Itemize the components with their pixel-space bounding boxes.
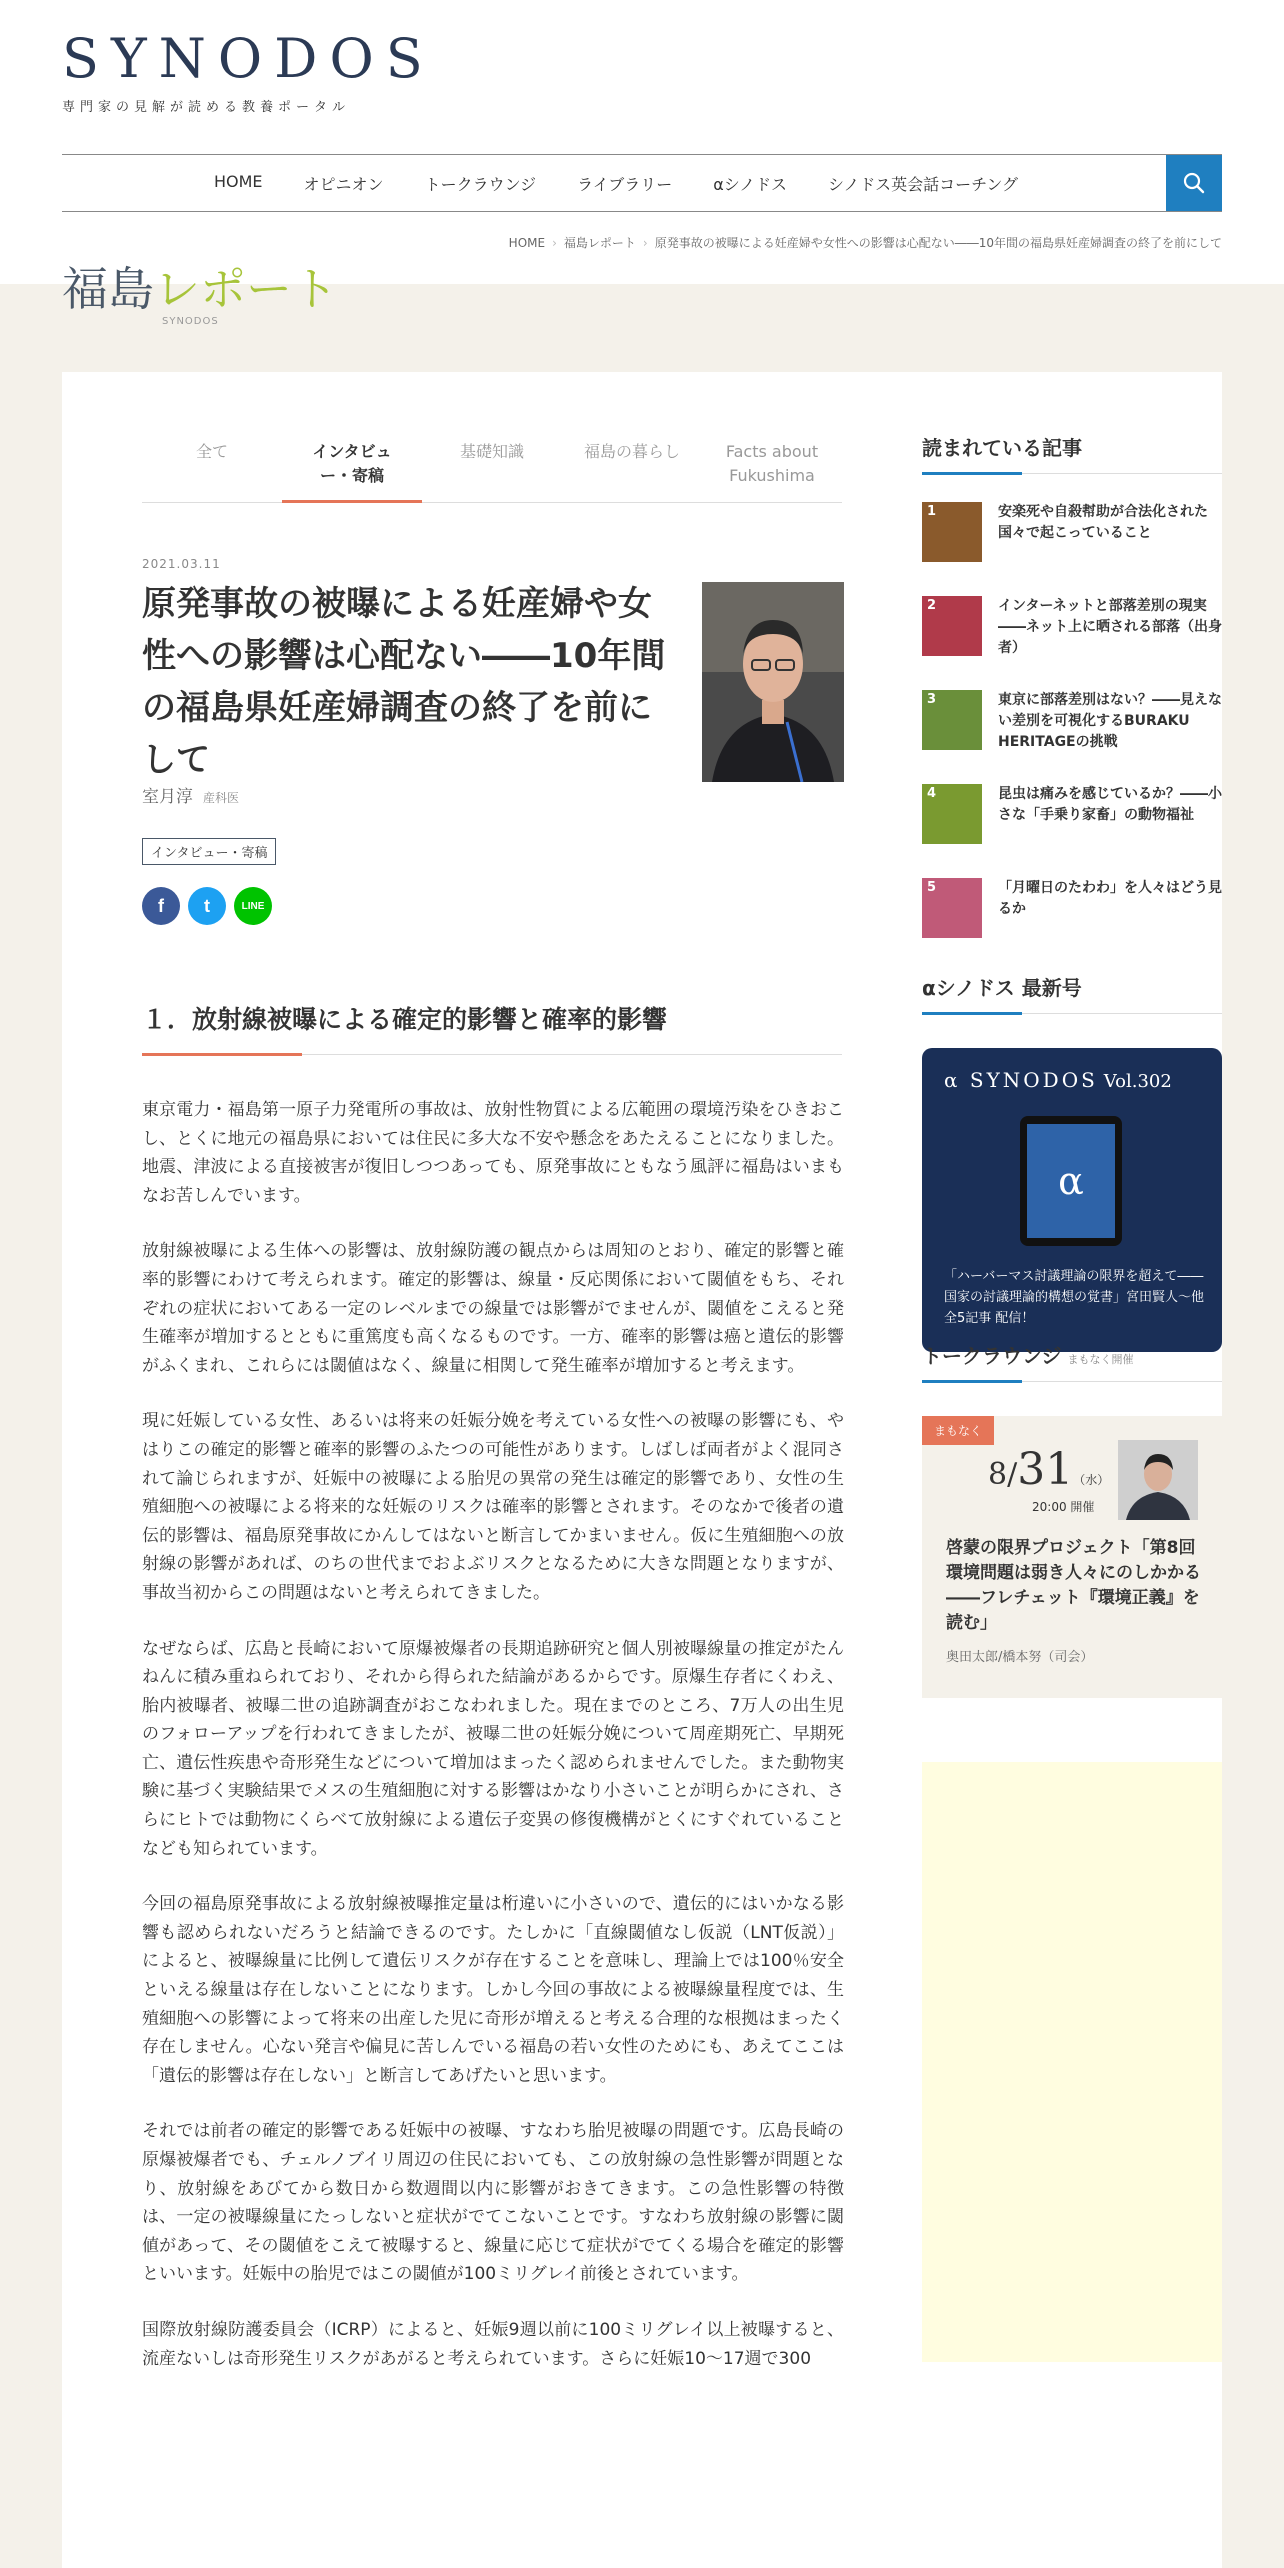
author-line [142,782,239,807]
facebook-icon: f [158,895,164,916]
breadcrumb-separator-icon: › [642,236,648,250]
paragraph: なぜならば、広島と長崎において原爆被爆者の長期追跡研究と個人別被曝線量の推定がたんねんに積み重ねられており、それから得られた結論があるからです。原爆生存者にくわえ、胎内被曝者、被曝二世の追跡調査がおこなわれました。現在までのところ、7万人の出生児のフォローアップを行われてきましたが、被曝二世の妊娠分娩について周産期死亡、早期死亡、遺伝性疾患や奇形発生などについて増加はまったく認められませんでした。また動物実験に基づく実験結果でメスの生殖細胞に対する影響はかなり小さいことが明らかにされ、さらにヒトでは動物にくらべて放射線による遺伝子変異の修復機構がとくにすぐれていることなども知られています。 [142,1638,844,1859]
tab-all[interactable]: 全て [195,442,228,461]
alpha-logo-icon: α [1027,1124,1115,1238]
popular-title: インターネットと部落差別の現実――ネット上に晒される部落（出身者） [998,598,1222,656]
breadcrumb-separator-icon: › [552,236,557,250]
nav-items [214,172,1059,195]
breadcrumb-current: 原発事故の被曝による妊産婦や女性への影響は心配ない――10年間の福島県妊産婦調査の終了を前にして [654,236,1222,250]
popular-thumb [922,784,982,844]
alpha-synodos-banner[interactable] [922,1048,1222,1352]
rank-number: 4 [927,786,937,801]
paragraph: 国際放射線防護委員会（ICRP）によると、妊娠9週以前に100ミリグレイ以上被曝すると、流産ないしは奇形発生リスクがあがると考えられています。さらに妊娠10～17週で300 [142,2319,844,2369]
rank-number: 1 [927,504,937,519]
popular-heading: 読まれている記事 [922,432,1222,474]
section-logo[interactable] [62,262,338,327]
tablet-icon [1020,1116,1122,1246]
alpha-card-title [944,1068,1172,1092]
status-badge: まもなく [922,1416,994,1445]
category-tabs [142,440,842,503]
event-time: 20:00 開催 [1032,1500,1095,1514]
popular-thumb [922,690,982,750]
logo-text: SYNODOS [62,27,435,90]
paragraph: それでは前者の確定的影響である妊娠中の被曝、すなわち胎児被曝の問題です。広島長崎の原爆被爆者でも、チェルノブイリ周辺の住民においても、この放射線の急性影響が問題となり、放射線をあびてから数日から数週間以内に影響がおきてきます。この急性影響の特徴は、一定の被曝線量にたっしないと症状がでてこないことです。すなわち放射線の影響に閾値があって、その閾値をこえて被曝すると、線量に応じて症状がでてくる場合を確定的影響といいます。妊娠中の胎児ではこの閾値が100ミリグレイ前後とされています。 [142,2121,844,2285]
nav-talk-lounge[interactable]: トークラウンジ [424,174,537,194]
popular-item-5[interactable] [922,878,1222,938]
popular-thumb [922,596,982,656]
author-name[interactable]: 室月淳 [142,787,193,807]
popular-title: 昆虫は痛みを感じているか？――小さな「手乗り家畜」の動物福祉 [998,786,1222,823]
rank-number: 2 [927,598,937,613]
event-date [988,1444,1109,1495]
breadcrumb-section[interactable]: 福島レポート [563,236,636,250]
popular-thumb [922,502,982,562]
section-title-a: 福島 [62,262,154,316]
line-icon: LINE [241,900,265,912]
talk-heading [922,1340,1222,1382]
article-tag[interactable]: インタビュー・寄稿 [142,838,276,865]
author-photo [702,582,844,782]
popular-item-2[interactable] [922,596,1222,659]
nav-opinion[interactable]: オピニオン [303,174,384,194]
breadcrumb-home[interactable]: HOME [508,236,546,250]
paragraph: 今回の福島原発事故による放射線被曝推定量は桁違いに小さいので、遺伝的にはいかなる影響も認められないだろうと結論できるのです。たしかに「直線閾値なし仮説（LNT仮説）」によると、被曝線量に比例して遺伝リスクが存在することを意味し、理論上では100％安全といえる線量は存在しないことになります。しかし今回の事故による被曝線量程度では、生殖細胞への影響によって将来の出産した児に奇形が増えると考える合理的な根拠はまったく存在しません。心ない発言や偏見に苦しんでいる福島の若い女性のためにも、あえてここは「遺伝的影響は存在しない」と断言してあげたいと思います。 [142,1894,844,2086]
tab-facts-label: Facts about Fukushima [725,442,819,485]
paragraph: 現に妊娠している女性、あるいは将来の妊娠分娩を考えている女性への被曝の影響にも、やはりこの確定的影響と確率的影響のふたつの可能性があります。しばしば両者がよく混同されて論じられますが、妊娠中の被曝による胎児の異常の発生は確定的影響であり、女性の生殖細胞への被曝による将来的な妊娠のリスクは確率的影響とされます。そのなかで後者の遺伝的影響は、福島原発事故にかんしてはないと断言してかまいません。仮に生殖細胞への放射線の影響があれば、のちの世代までおよぶリスクとなるために大きな問題となりますが、事故当初からこの問題はないと考えられてきました。 [142,1411,844,1603]
rank-number: 5 [927,880,937,895]
nav-alpha-synodos[interactable]: αシノドス [713,174,787,194]
main-nav [62,154,1222,212]
alpha-description: 「ハーバーマス討議理論の限界を超えて――国家の討議理論的構想の覚書」宮田賢人〜他 全5記事 配信！ [944,1269,1205,1326]
article-date: 2021.03.11 [142,557,221,571]
paragraph: 東京電力・福島第一原子力発電所の事故は、放射性物質による広範囲の環境汚染をひきおこし、とくに地元の福島県においては住民に多大な不安や懸念をあたえることになりました。地震、津波による直接被害が復旧しつつあっても、原発事故にともなう風評に福島はいまもなお苦しんでいます。 [142,1100,844,1206]
article-title: 原発事故の被曝による妊産婦や女性への影響は心配ない――10年間の福島県妊産婦調査の終了を前にして [142,584,666,780]
talk-heading-small: まもなく開催 [1067,1353,1134,1366]
rank-number: 3 [927,692,937,707]
popular-item-1[interactable] [922,502,1222,562]
search-button[interactable] [1166,155,1222,211]
tab-facts[interactable] [702,440,842,500]
talk-event-card[interactable] [922,1416,1222,1698]
section-subtitle: SYNODOS [162,316,219,327]
tab-life[interactable]: 福島の暮らし [583,442,680,461]
speaker-photo [1118,1440,1198,1520]
popular-item-3[interactable] [922,690,1222,753]
author-role: 産科医 [203,791,240,805]
popular-thumb [922,878,982,938]
popular-title: 「月曜日のたわわ」を人々はどう見るか [998,880,1222,917]
alpha-card-name: α SYNODOS [944,1068,1098,1092]
logo-tagline: 専門家の見解が読める教養ポータル [62,100,351,115]
search-icon [1183,172,1205,194]
content-panel [62,372,1222,2568]
nav-english-coaching[interactable]: シノドス英会話コーチング [827,174,1019,194]
author-portrait-icon [702,582,844,782]
popular-title: 安楽死や自殺幇助が合法化された国々で起こっていること [998,504,1208,541]
site-logo[interactable] [62,27,435,115]
alpha-volume: Vol.302 [1103,1071,1172,1092]
facebook-share-button[interactable] [142,887,180,925]
article-body [142,1096,844,2400]
popular-item-4[interactable] [922,784,1222,844]
nav-library[interactable]: ライブラリー [577,174,673,194]
nav-home[interactable]: HOME [214,171,263,191]
paragraph: 放射線被曝による生体への影響は、放射線防護の観点からは周知のとおり、確定的影響と確率的影響にわけて考えられます。確定的影響は、線量・反応関係において閾値をもち、それぞれの症状においてある一定のレベルまでの線量では影響がでませんが、閾値をこえると発生確率が増加するとともに重篤度も高くなるものです。一方、確率的影響は癌と遺伝的影響がふくまれ、これらには閾値はなく、線量に相関して発生確率が増加すると考えます。 [142,1241,844,1376]
breadcrumb [509,234,1222,251]
ad-space [922,1762,1222,2362]
event-day: 31 [1017,1444,1074,1495]
event-month: 8/ [988,1457,1018,1492]
speaker-portrait-icon [1118,1440,1198,1520]
line-share-button[interactable] [234,887,272,925]
tab-basics[interactable]: 基礎知識 [459,442,524,461]
tab-interview-label: インタビュー・寄稿 [312,442,392,485]
section-title-b: レポート [154,262,338,316]
alpha-heading: αシノドス 最新号 [922,972,1222,1014]
popular-title: 東京に部落差別はない？――見えない差別を可視化するBURAKU HERITAGEの挑戦 [998,692,1222,750]
talk-heading-text: トークラウンジ [922,1344,1062,1368]
tab-interview[interactable] [282,440,422,503]
event-weekday: （水） [1073,1473,1110,1487]
event-speakers: 奥田太郎/橋本努（司会） [946,1650,1094,1665]
event-title: 啓蒙の限界プロジェクト「第8回 環境問題は弱き人々にのしかかる――フレチェット『環境正義』を読む」 [946,1538,1213,1633]
share-buttons [142,887,280,925]
sidebar [922,432,1222,1665]
twitter-share-button[interactable] [188,887,226,925]
twitter-icon: t [204,895,210,916]
section-heading: １．放射線被曝による確定的影響と確率的影響 [142,1000,842,1055]
